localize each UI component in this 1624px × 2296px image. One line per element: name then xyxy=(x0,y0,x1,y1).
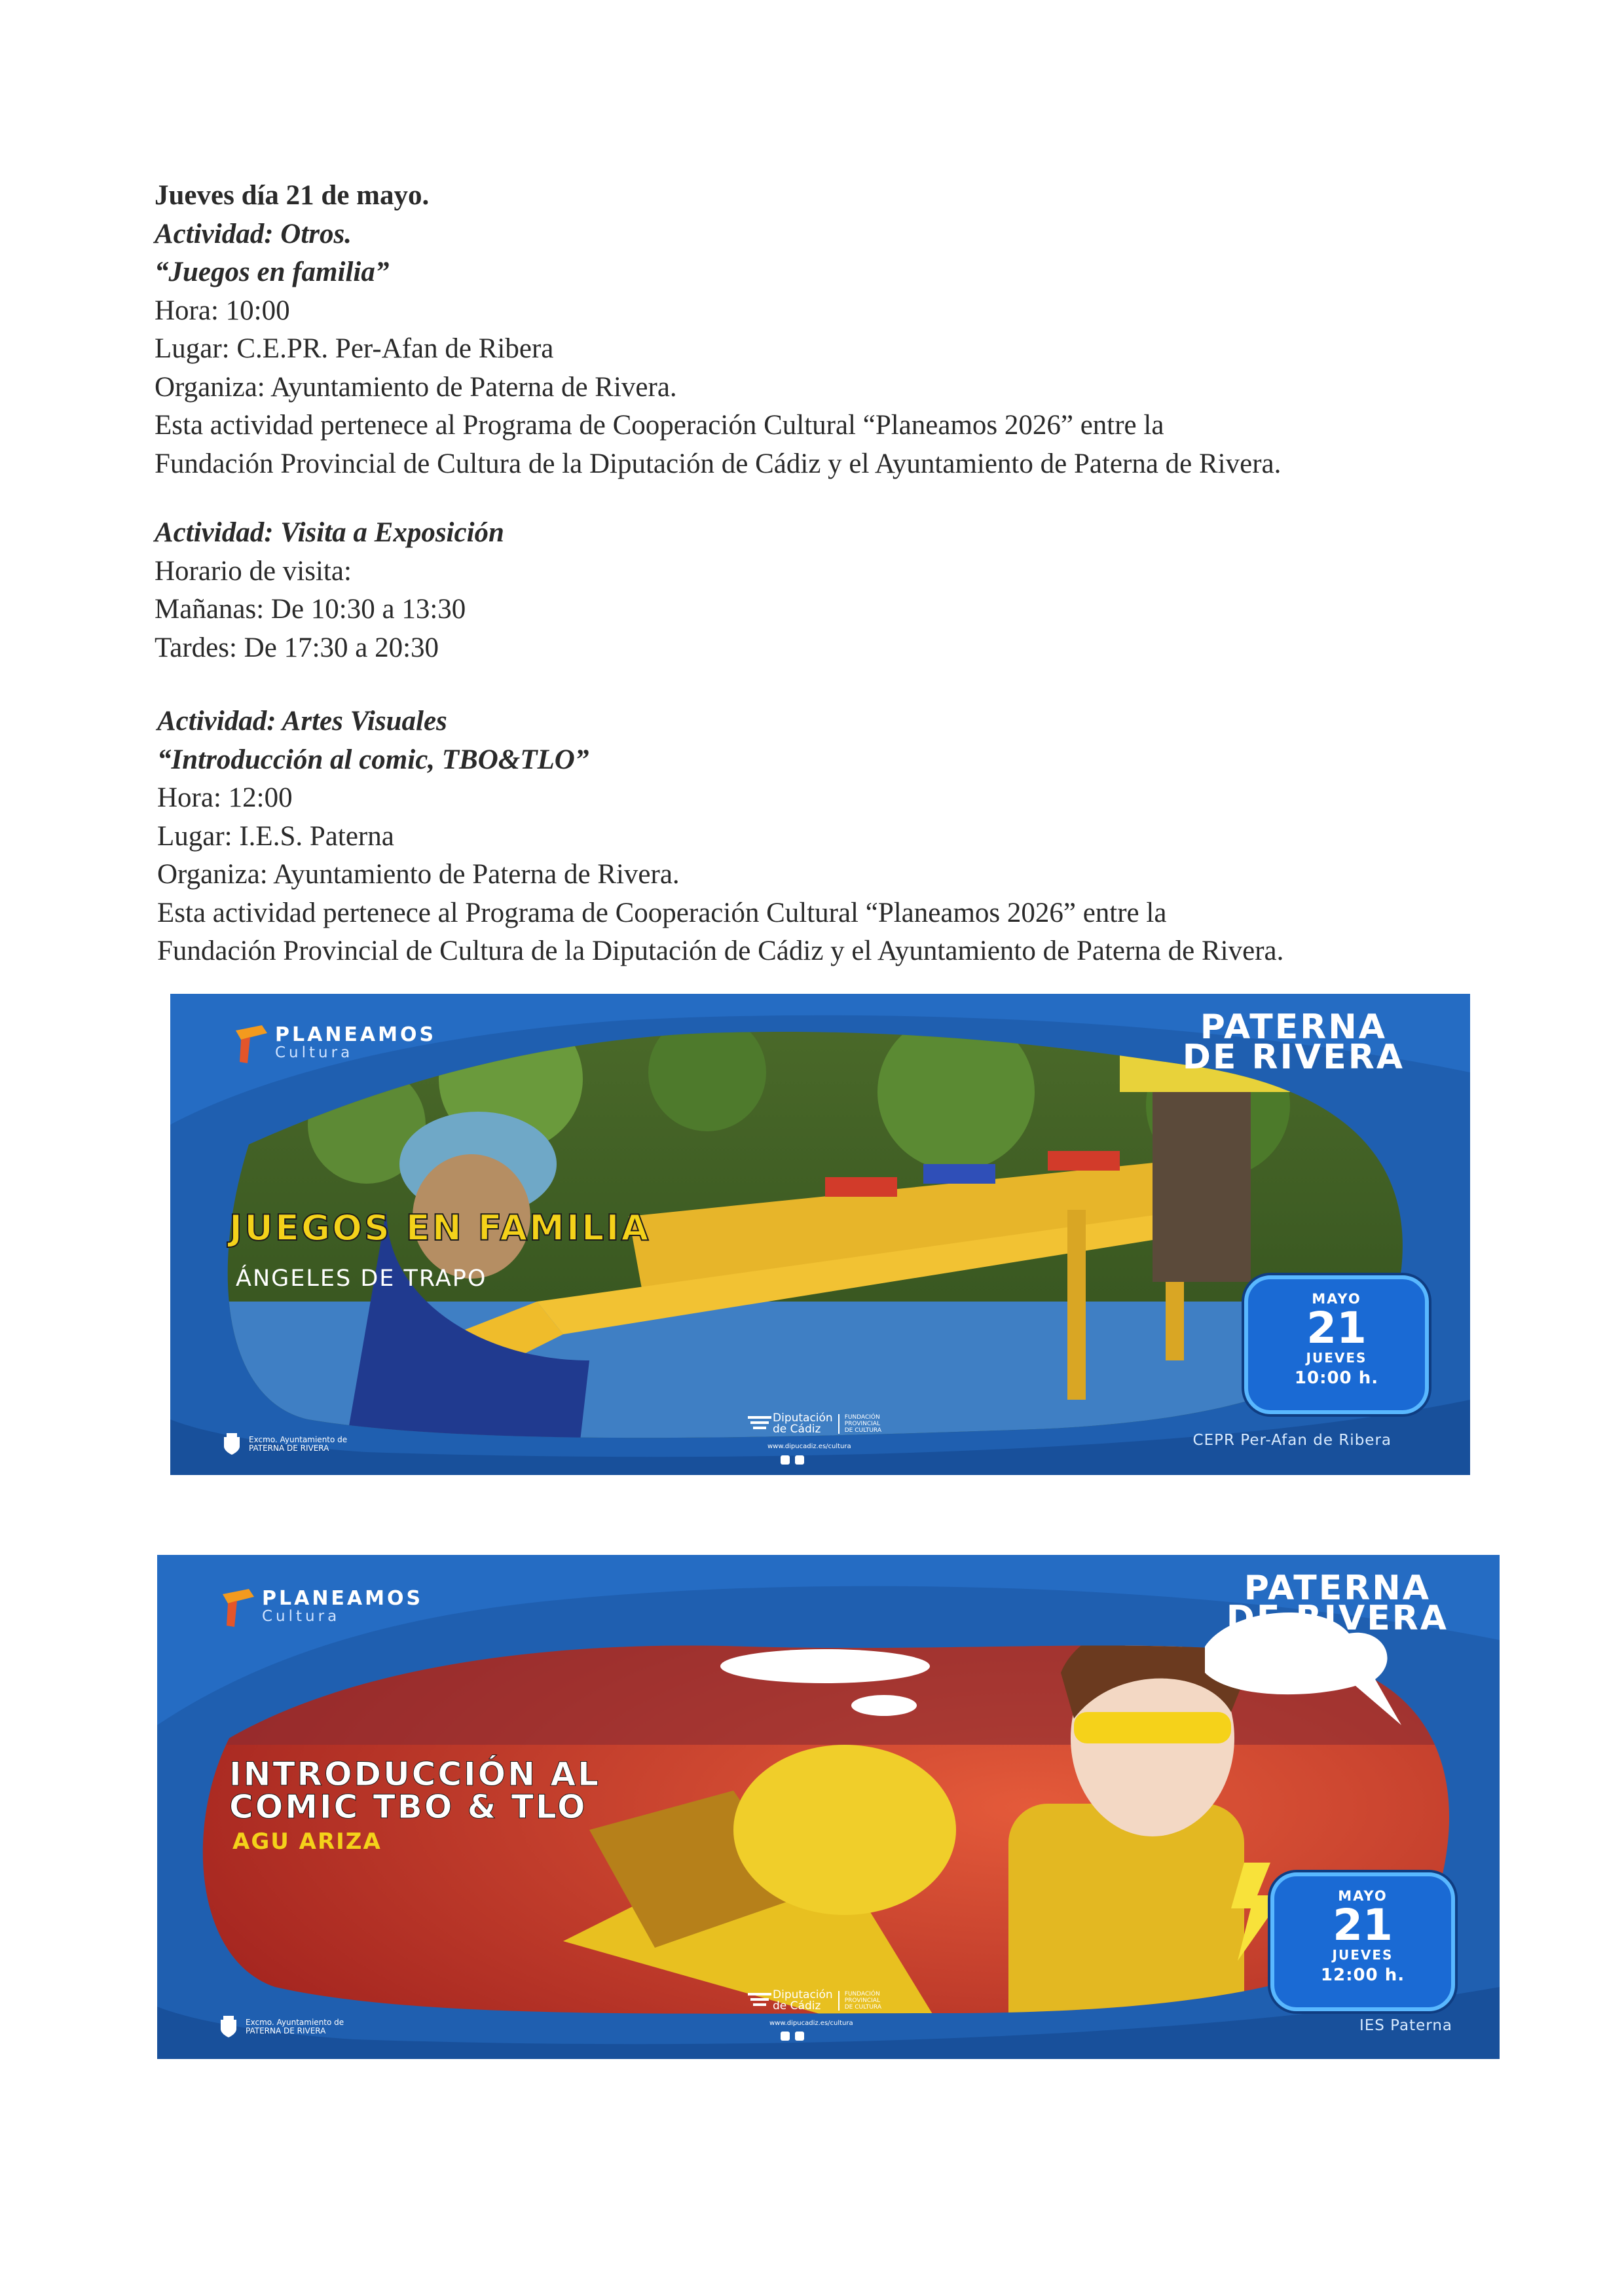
event-author: AGU ARIZA xyxy=(232,1829,382,1855)
place-line2: DE RIVERA xyxy=(1182,1038,1405,1077)
event-hora: Hora: 10:00 xyxy=(155,295,290,326)
fund-line2: PROVINCIAL xyxy=(844,1997,880,2004)
planeamos-mark-icon xyxy=(223,1589,254,1627)
diputacion-logo xyxy=(747,1413,881,1435)
dip-url: www.dipucadiz.es/cultura xyxy=(769,2020,853,2027)
event-title xyxy=(229,1755,600,1826)
badge-time: 10:00 h. xyxy=(1294,1368,1379,1388)
event-activity: Actividad: Artes Visuales xyxy=(157,706,447,737)
fund-line2: PROVINCIAL xyxy=(844,1421,880,1427)
ayto-line1: Excmo. Ayuntamiento de xyxy=(246,2018,344,2027)
event-organiza: Organiza: Ayuntamiento de Paterna de Rivera. xyxy=(155,371,677,403)
diputacion-logo xyxy=(747,1990,881,2012)
event-author: ÁNGELES DE TRAPO xyxy=(236,1266,487,1292)
dip-line2: de Cádiz xyxy=(773,1999,821,2013)
badge-weekday: JUEVES xyxy=(1306,1350,1367,1366)
dip-line1: Diputación xyxy=(773,1988,833,2001)
event-title: JUEGOS EN FAMILIA xyxy=(229,1207,651,1248)
planeamos-logo xyxy=(236,1025,436,1063)
event-lugar: Lugar: I.E.S. Paterna xyxy=(157,820,394,852)
juegos-banner xyxy=(170,994,1470,1475)
event-organiza: Organiza: Ayuntamiento de Paterna de Rivera. xyxy=(157,859,680,890)
coat-of-arms-icon xyxy=(219,2016,238,2038)
date-badge xyxy=(1244,1275,1429,1414)
place-line1: PATERNA xyxy=(1244,1569,1431,1608)
planeamos-subtitle: Cultura xyxy=(275,1044,354,1061)
ayto-line1: Excmo. Ayuntamiento de xyxy=(249,1435,348,1444)
fund-line1: FUNDACIÓN xyxy=(844,1414,880,1421)
event-program-line2: Fundación Provincial de Cultura de la Diputación de Cádiz y el Ayuntamiento de Paterna de Rivera. xyxy=(157,936,1284,966)
date-badge xyxy=(1270,1872,1455,2011)
event-title-line1: INTRODUCCIÓN AL xyxy=(229,1755,600,1793)
event-name: “Juegos en familia” xyxy=(155,257,390,287)
place-heading xyxy=(1182,1008,1405,1077)
diputacion-mark-icon xyxy=(747,1415,773,1433)
place-line1: PATERNA xyxy=(1200,1008,1388,1047)
comic-banner xyxy=(157,1555,1500,2059)
event-juegos-text xyxy=(155,177,1281,483)
planeamos-mark-icon xyxy=(236,1025,267,1063)
badge-day: 21 xyxy=(1333,1900,1393,1950)
venue-label: IES Paterna xyxy=(1359,2017,1452,2034)
badge-day: 21 xyxy=(1306,1303,1367,1353)
fund-line3: DE CULTURA xyxy=(844,2004,881,2011)
planeamos-title: PLANEAMOS xyxy=(275,1023,437,1046)
event-program-line1: Esta actividad pertenece al Programa de Cooperación Cultural “Planeamos 2026” entre la xyxy=(155,410,1164,441)
dip-line1: Diputación xyxy=(773,1412,833,1425)
event-tardes: Tardes: De 17:30 a 20:30 xyxy=(155,632,439,663)
coat-of-arms-icon xyxy=(223,1433,241,1455)
event-comic-text xyxy=(157,702,1283,971)
event-hora: Hora: 12:00 xyxy=(157,782,293,813)
badge-month: MAYO xyxy=(1338,1888,1388,1904)
event-day: Jueves día 21 de mayo. xyxy=(155,180,430,211)
planeamos-title: PLANEAMOS xyxy=(262,1587,424,1610)
planeamos-subtitle: Cultura xyxy=(262,1608,341,1625)
social-icons xyxy=(781,1455,804,1465)
event-name: “Introducción al comic, TBO&TLO” xyxy=(157,744,589,775)
fund-line1: FUNDACIÓN xyxy=(844,1991,880,1997)
planeamos-logo xyxy=(223,1589,423,1627)
badge-weekday: JUEVES xyxy=(1332,1947,1393,1963)
event-title-line2: COMIC TBO & TLO xyxy=(229,1788,587,1826)
facebook-icon xyxy=(781,2032,790,2041)
event-lugar: Lugar: C.E.PR. Per-Afan de Ribera xyxy=(155,333,554,364)
ayuntamiento-logo xyxy=(219,2016,344,2038)
social-icons xyxy=(781,2032,804,2041)
instagram-icon xyxy=(795,2032,804,2041)
event-activity: Actividad: Otros. xyxy=(155,218,352,249)
ayuntamiento-logo xyxy=(223,1433,347,1455)
event-exposicion-text xyxy=(155,514,504,667)
dip-line2: de Cádiz xyxy=(773,1423,821,1436)
ayto-line2: PATERNA DE RIVERA xyxy=(249,1444,329,1453)
fund-line3: DE CULTURA xyxy=(844,1427,881,1434)
badge-time: 12:00 h. xyxy=(1320,1965,1405,1985)
event-program-line2: Fundación Provincial de Cultura de la Diputación de Cádiz y el Ayuntamiento de Paterna de Rivera. xyxy=(155,448,1282,479)
place-heading xyxy=(1226,1569,1449,1638)
ayto-line2: PATERNA DE RIVERA xyxy=(246,2026,326,2035)
event-horario: Horario de visita: xyxy=(155,555,352,587)
event-mananas: Mañanas: De 10:30 a 13:30 xyxy=(155,594,466,625)
event-program-line1: Esta actividad pertenece al Programa de Cooperación Cultural “Planeamos 2026” entre la xyxy=(157,897,1167,928)
venue-label: CEPR Per-Afan de Ribera xyxy=(1192,1432,1392,1449)
facebook-icon xyxy=(781,1455,790,1465)
place-line2: DE RIVERA xyxy=(1226,1599,1449,1638)
dip-url: www.dipucadiz.es/cultura xyxy=(767,1443,851,1450)
badge-month: MAYO xyxy=(1312,1291,1361,1307)
diputacion-mark-icon xyxy=(747,1992,773,2010)
instagram-icon xyxy=(795,1455,804,1465)
event-activity: Actividad: Visita a Exposición xyxy=(155,517,504,548)
